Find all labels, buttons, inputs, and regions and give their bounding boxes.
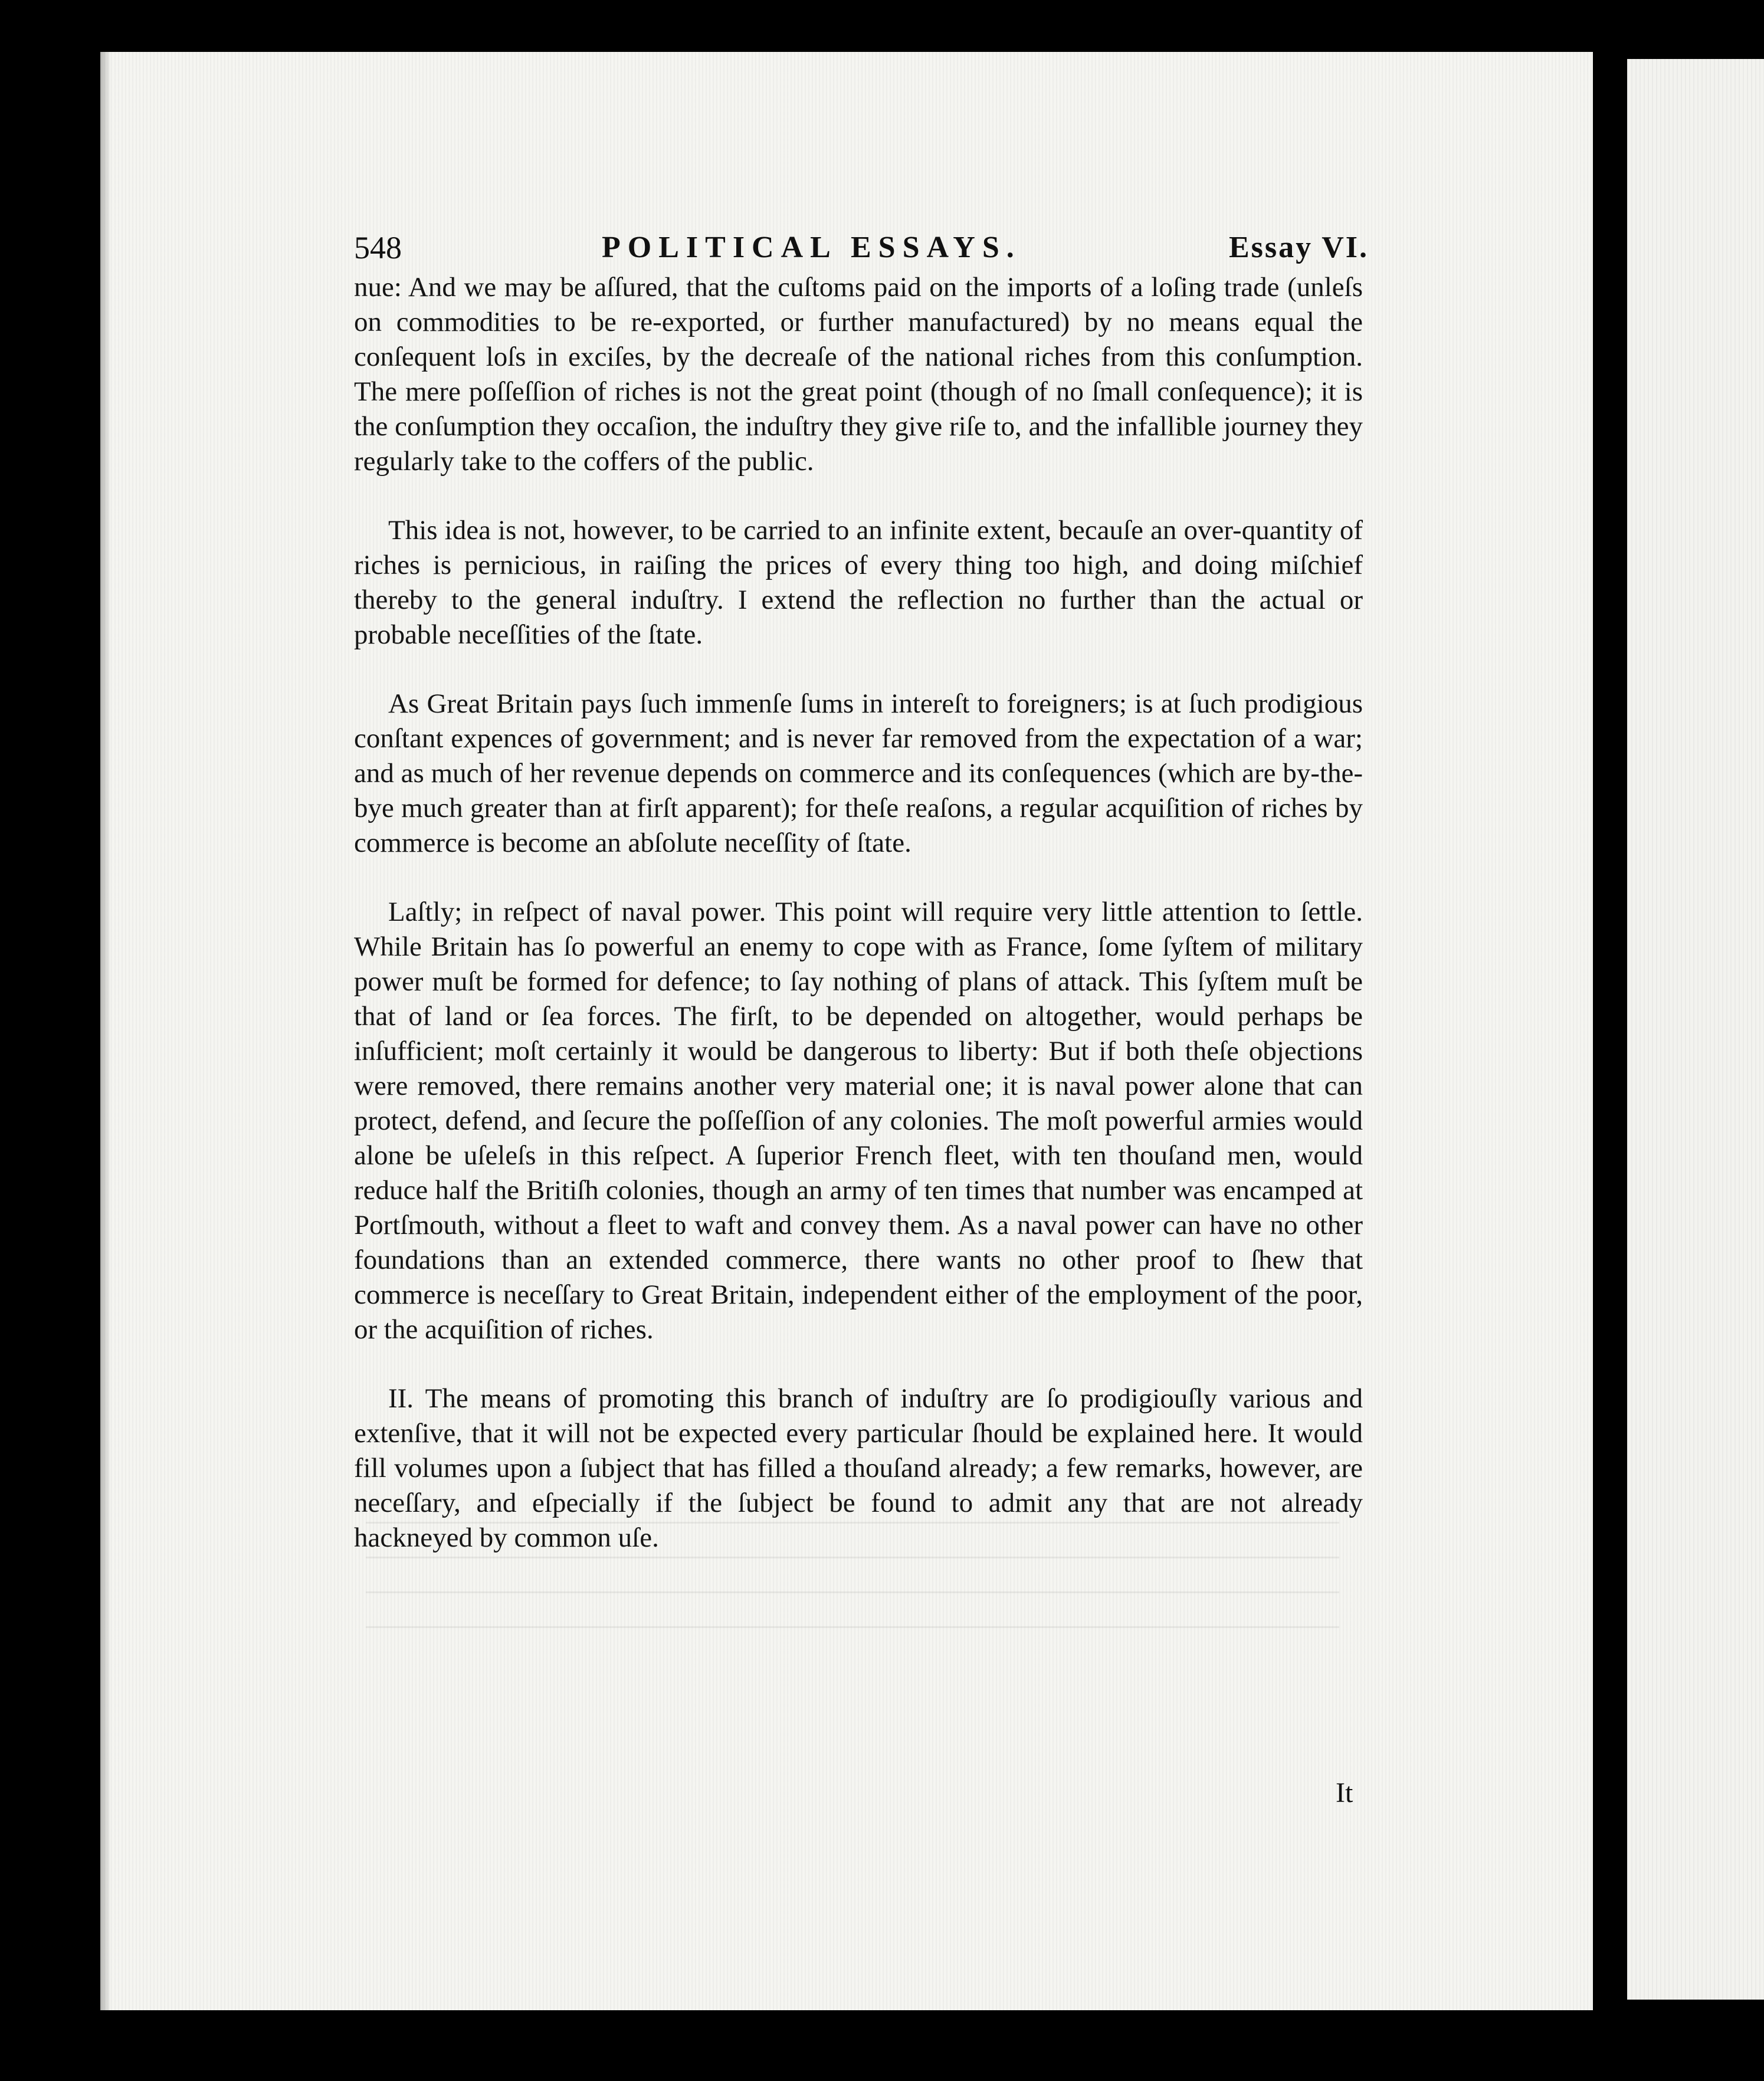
paragraph-continuation: nue: And we may be aſſured, that the cuſtoms paid on the imports of a loſing trade (unleſs on commodities to be re-exported, or further manufactured) by no means equal the conſequent loſs in exciſes, by the decreaſe of the national riches from this conſumption. The mere poſſeſſion of riches is not the great point (though of no ſmall conſequence); it is the conſumption they occaſion, the induſtry they give riſe to, and the infallible journey they regularly take to the coffers of the public.	[354, 272, 1363, 477]
paragraph-means-of-promoting: II. The means of promoting this branch of induſtry are ſo prodigiouſly various and extenſive, that it will not be expected every particular ſhould be explained here. It would fill volumes upon a ſubject that has filled a thouſand already; a few remarks, however, are neceſſary, and eſpecially if the ſubject be found to admit any that are not already hackneyed by common uſe.	[354, 1383, 1363, 1553]
running-header	[354, 224, 1369, 271]
page-number: 548	[354, 230, 402, 265]
paragraph-riches-extent: This idea is not, however, to be carried to an infinite extent, becauſe an over-quantity of riches is pernicious, in raiſing the prices of every thing too high, and doing miſchief thereby to the general induſtry. I extend the reflection no further than the actual or probable neceſſities of the ſtate.	[354, 515, 1363, 650]
page-edge-shadow	[100, 52, 111, 2010]
essay-label: Essay VI.	[1228, 231, 1369, 264]
body-text	[354, 270, 1363, 1555]
running-title: POLITICAL ESSAYS.	[602, 231, 1021, 264]
facing-page-edge	[1627, 59, 1764, 2000]
paragraph-naval-power: Laſtly; in reſpect of naval power. This point will require very little attention to ſettle. While Britain has ſo powerful an enemy to cope with as France, ſome ſyſtem of military power muſt be formed for defence; to ſay nothing of plans of attack. This ſyſtem muſt be that of land or ſea forces. The firſt, to be depended on altogether, would perhaps be inſufficient; moſt certainly it would be dangerous to liberty: But if both theſe objections were removed, there remains another very material one; it is naval power alone that can protect, defend, and ſecure the poſſeſſion of any colonies. The moſt powerful armies would alone be uſeleſs in this reſpect. A ſuperior French fleet, with ten thouſand men, would reduce half the Britiſh colonies, though an army of ten times that number was encamped at Portſmouth, without a fleet to waft and convey them. As a naval power can have no other foundations than an extended commerce, there wants no other proof to ſhew that commerce is neceſſary to Great Britain, independent either of the employment of the poor, or the acquiſition of riches.	[354, 897, 1363, 1345]
book-gutter	[1593, 41, 1627, 2035]
catchword: It	[1336, 1777, 1353, 1808]
paragraph-great-britain: As Great Britain pays ſuch immenſe ſums in intereſt to foreigners; is at ſuch prodigious conſtant expences of government; and is never far removed from the expectation of a war; and as much of her revenue depends on commerce and its conſequences (which are by-the-bye much greater than at firſt apparent); for theſe reaſons, a regular acquiſition of riches by commerce is become an abſolute neceſſity of ſtate.	[354, 688, 1363, 858]
